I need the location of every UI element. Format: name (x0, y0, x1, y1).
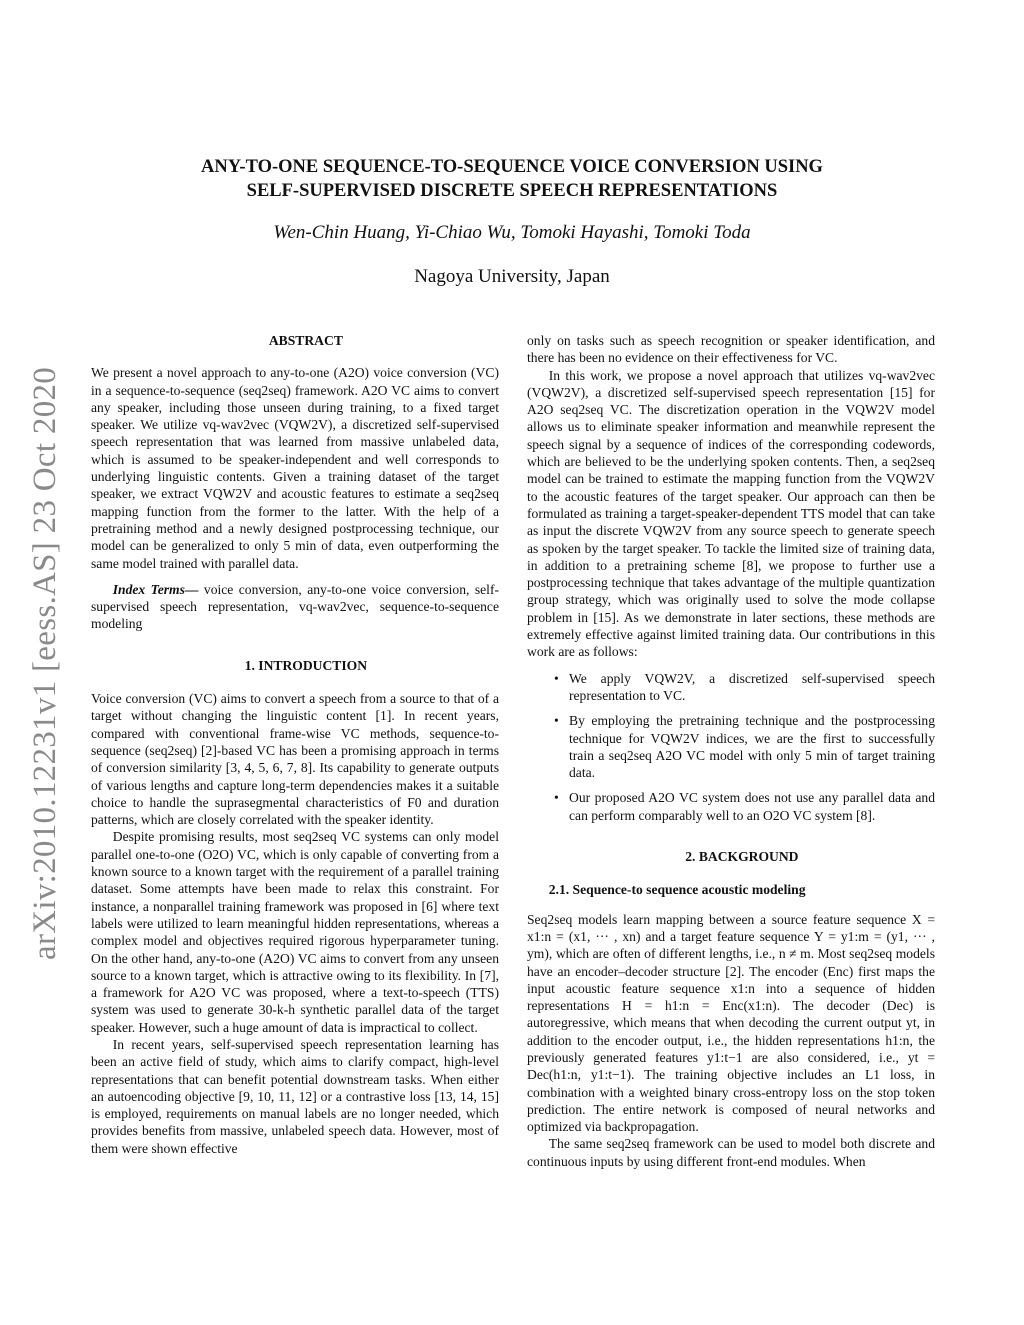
list-item-text: Our proposed A2O VC system does not use any parallel data and can perform comparably well to an O2O VC system [8]. (569, 790, 935, 823)
intro-paragraph-2: Despite promising results, most seq2seq VC systems can only model parallel one-to-one (O2O) VC, which is only capable of converting from a known source to a known target with the requirement of a parallel training dataset. Some attempts have been made to relax this constraint. For instance, a nonparallel training framework was proposed in [6] where text labels were utilized to learn meaningful hidden representations, whereas a complex model and objectives required rigorous hyperparameter tuning. On the other hand, any-to-one (A2O) VC aims to convert from any unseen source to a known target, which is attractive owing to its flexibility. In [7], a framework for A2O VC was proposed, where a text-to-speech (TTS) system was used to generate 30-k-h synthetic parallel data of the target speaker. However, such a huge amount of data is impractical to collect. (91, 829, 499, 1035)
intro-paragraph-3: In recent years, self-supervised speech representation learning has been an active field of study, which aims to clarify compact, high-level representations that can benefit potential downstream tasks. When either an autoencoding objective [9, 10, 11, 12] or a contrastive loss [13, 14, 15] is employed, requirements on manual labels are no longer needed, which provides benefits from massive, unlabeled speech data. However, most of them were shown effective (91, 1036, 499, 1156)
title-line-2: SELF-SUPERVISED DISCRETE SPEECH REPRESENTATIONS (246, 181, 778, 201)
paper-title (80, 155, 944, 203)
list-item-text: We apply VQW2V, a discretized self-supervised speech representation to VC. (569, 670, 935, 703)
subsection-heading: 2.1. Sequence-to sequence acoustic modeling (548, 882, 806, 898)
contributions-list (527, 670, 935, 824)
intro-paragraph-3-cont: only on tasks such as speech recognition or speaker identification, and there has been no evidence on their effectiveness for VC. (527, 333, 935, 366)
list-item: • By employing the pretraining technique and the postprocessing technique for VQW2V indices, we are the first to successfully train a seq2seq A2O VC model with only 5 min of target training data. (554, 713, 935, 781)
right-column (527, 332, 935, 1170)
affiliation: Nagoya University, Japan (414, 266, 610, 287)
list-item-text: By employing the pretraining technique and the postprocessing technique for VQW2V indices, we are the first to successfully train a seq2seq A2O VC model with only 5 min of target training data. (569, 713, 935, 781)
abstract-heading: ABSTRACT (268, 333, 343, 348)
intro-heading: 1. INTRODUCTION (244, 657, 368, 673)
background-paragraph-1: Seq2seq models learn mapping between a source feature sequence X = x1:n = (x1, ··· , xn) and a target feature sequence Y = y1:m = (y1, ··· , ym), which are often of different lengths, i.e., n ≠ m. Most seq2seq models have an encoder–decoder structure [2]. The encoder (Enc) first maps the input acoustic feature sequence x1:n into a sequence of hidden representations H = h1:n = Enc(x1:n). The decoder (Dec) is autoregressive, which means that when decoding the current output yt, in addition to the encoder output, i.e., the hidden representations h1:n, the previously generated features y1:t−1 are also considered, i.e., yt = Dec(h1:n, y1:t−1). The training objective includes an L1 loss, in combination with a weighted binary cross-entropy loss on the stop token prediction. The entire network is composed of neural networks and optimized via backpropagation. (527, 911, 935, 1135)
intro-paragraph-1: Voice conversion (VC) aims to convert a speech from a source to that of a target without changing the linguistic content [1]. In recent years, compared with conventional frame-wise VC methods, sequence-to-sequence (seq2seq) [2]-based VC has been a promising approach in terms of conversion similarity [3, 4, 5, 6, 7, 8]. Its capability to generate outputs of various lengths and capture long-term dependencies makes it a suitable choice to handle the suprasegmental characteristics of F0 and duration patterns, which are closely correlated with the speaker identity. (91, 691, 499, 828)
index-terms-text: voice conversion, any-to-one voice conversion, self-supervised speech representation, vq-wav2vec, sequence-to-sequence modeling (91, 581, 499, 632)
index-terms-label: Index Terms— (112, 581, 199, 597)
index-terms (91, 581, 499, 633)
background-paragraph-2: The same seq2seq framework can be used to model both discrete and continuous inputs by using different front-end modules. When (527, 1136, 935, 1169)
abstract-text: We present a novel approach to any-to-one (A2O) voice conversion (VC) in a sequence-to-sequence (seq2seq) framework. A2O VC aims to convert any speaker, including those unseen during training, to a fixed target speaker. We utilize vq-wav2vec (VQW2V), a discretized self-supervised speech representation that was learned from massive unlabeled data, which is assumed to be speaker-independent and well corresponds to underlying linguistic contents. Given a training dataset of the target speaker, we extract VQW2V and acoustic features to estimate a seq2seq mapping function from the former to the latter. With the help of a pretraining method and a newly designed postprocessing technique, our model can be generalized to only 5 min of data, even outperforming the same model trained with parallel data. (91, 365, 499, 571)
background-heading: 2. BACKGROUND (685, 849, 799, 865)
left-column (91, 332, 499, 1157)
authors: Wen-Chin Huang, Yi-Chiao Wu, Tomoki Hayashi, Tomoki Toda (273, 222, 751, 243)
list-item: • Our proposed A2O VC system does not use any parallel data and can perform comparably well to an O2O VC system [8]. (554, 790, 935, 823)
list-item: • We apply VQW2V, a discretized self-supervised speech representation to VC. (554, 670, 935, 703)
title-line-1: ANY-TO-ONE SEQUENCE-TO-SEQUENCE VOICE CONVERSION USING (201, 157, 823, 177)
arxiv-identifier: arXiv:2010.12231v1 [eess.AS] 23 Oct 2020 (27, 366, 63, 960)
intro-paragraph-4: In this work, we propose a novel approach that utilizes vq-wav2vec (VQW2V), a discretized self-supervised speech representation [15] for A2O seq2seq VC. The discretization operation in the VQW2V model allows us to eliminate speaker information and meanwhile represent the speech signal by a sequence of indices of the corresponding codewords, which are believed to be the underlying spoken contents. Then, a seq2seq model can be trained to estimate the mapping function from the VQW2V to the acoustic features of the target speaker. Our approach can then be formulated as training a target-speaker-dependent TTS model that can take as input the discrete VQW2V from any source speech to generate speech as spoken by the target speaker. To tackle the limited size of training data, in addition to a pretraining scheme [8], we propose to further use a postprocessing technique that takes advantage of the multiple quantization group strategy, which was originally used to solve the mode collapse problem in [15]. As we demonstrate in later sections, these methods are extremely effective against limited training data. Our contributions in this work are as follows: (527, 367, 935, 660)
